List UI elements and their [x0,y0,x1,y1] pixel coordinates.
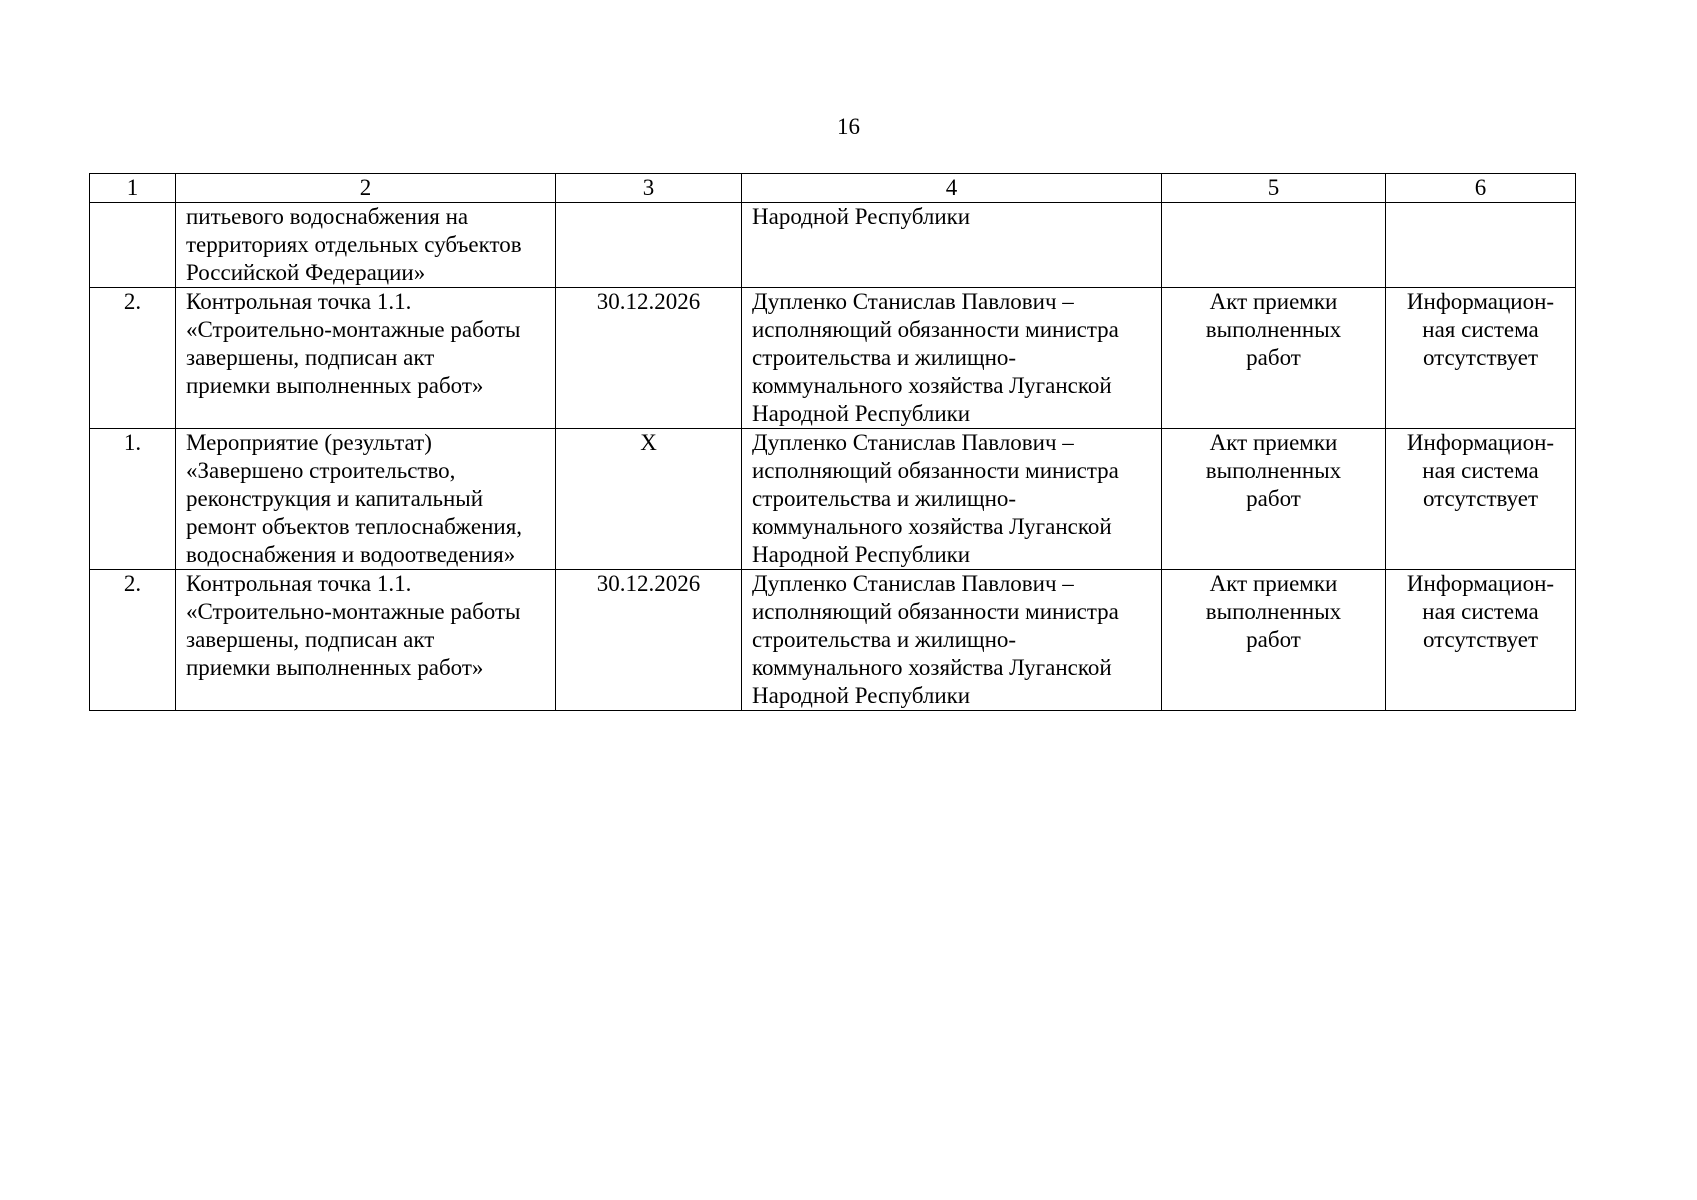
item-name-cell: Контрольная точка 1.1. «Строительно-монтажные работы завершены, подписан акт приемки выполненных работ» [176,288,556,429]
item-name-cell: питьевого водоснабжения на территориях отдельных субъектов Российской Федерации» [176,203,556,288]
information-system-cell: Информацион- ная система отсутствует [1386,429,1576,570]
table-row [90,288,1576,429]
information-system-cell: Информацион- ная система отсутствует [1386,288,1576,429]
deadline-cell [556,203,742,288]
column-header: 2 [176,174,556,203]
responsible-cell: Дупленко Станислав Павлович – исполняющий обязанности министра строительства и жилищно- коммунального хозяйства Луганской Народной Республики [742,570,1162,711]
item-name-cell: Мероприятие (результат) «Завершено строительство, реконструкция и капитальный ремонт объектов теплоснабжения, водоснабжения и водоотведения» [176,429,556,570]
item-name-cell: Контрольная точка 1.1. «Строительно-монтажные работы завершены, подписан акт приемки выполненных работ» [176,570,556,711]
column-header: 3 [556,174,742,203]
information-system-cell: Информацион- ная система отсутствует [1386,570,1576,711]
responsible-cell: Дупленко Станислав Павлович – исполняющий обязанности министра строительства и жилищно- коммунального хозяйства Луганской Народной Республики [742,288,1162,429]
column-header: 4 [742,174,1162,203]
column-header: 1 [90,174,176,203]
responsible-cell: Дупленко Станислав Павлович – исполняющий обязанности министра строительства и жилищно- коммунального хозяйства Луганской Народной Республики [742,429,1162,570]
information-system-cell [1386,203,1576,288]
deadline-cell: Х [556,429,742,570]
column-header: 6 [1386,174,1576,203]
row-number-cell: 2. [90,288,176,429]
column-header: 5 [1162,174,1386,203]
table-row [90,203,1576,288]
deadline-cell: 30.12.2026 [556,570,742,711]
table-header-row [90,174,1576,203]
row-number-cell: 1. [90,429,176,570]
responsible-cell: Народной Республики [742,203,1162,288]
document-type-cell: Акт приемки выполненных работ [1162,288,1386,429]
table-row [90,570,1576,711]
row-number-cell: 2. [90,570,176,711]
deadline-cell: 30.12.2026 [556,288,742,429]
document-type-cell: Акт приемки выполненных работ [1162,570,1386,711]
document-type-cell [1162,203,1386,288]
page-number: 16 [837,114,860,139]
document-type-cell: Акт приемки выполненных работ [1162,429,1386,570]
row-number-cell [90,203,176,288]
control-points-table [89,173,1576,711]
table-row [90,429,1576,570]
